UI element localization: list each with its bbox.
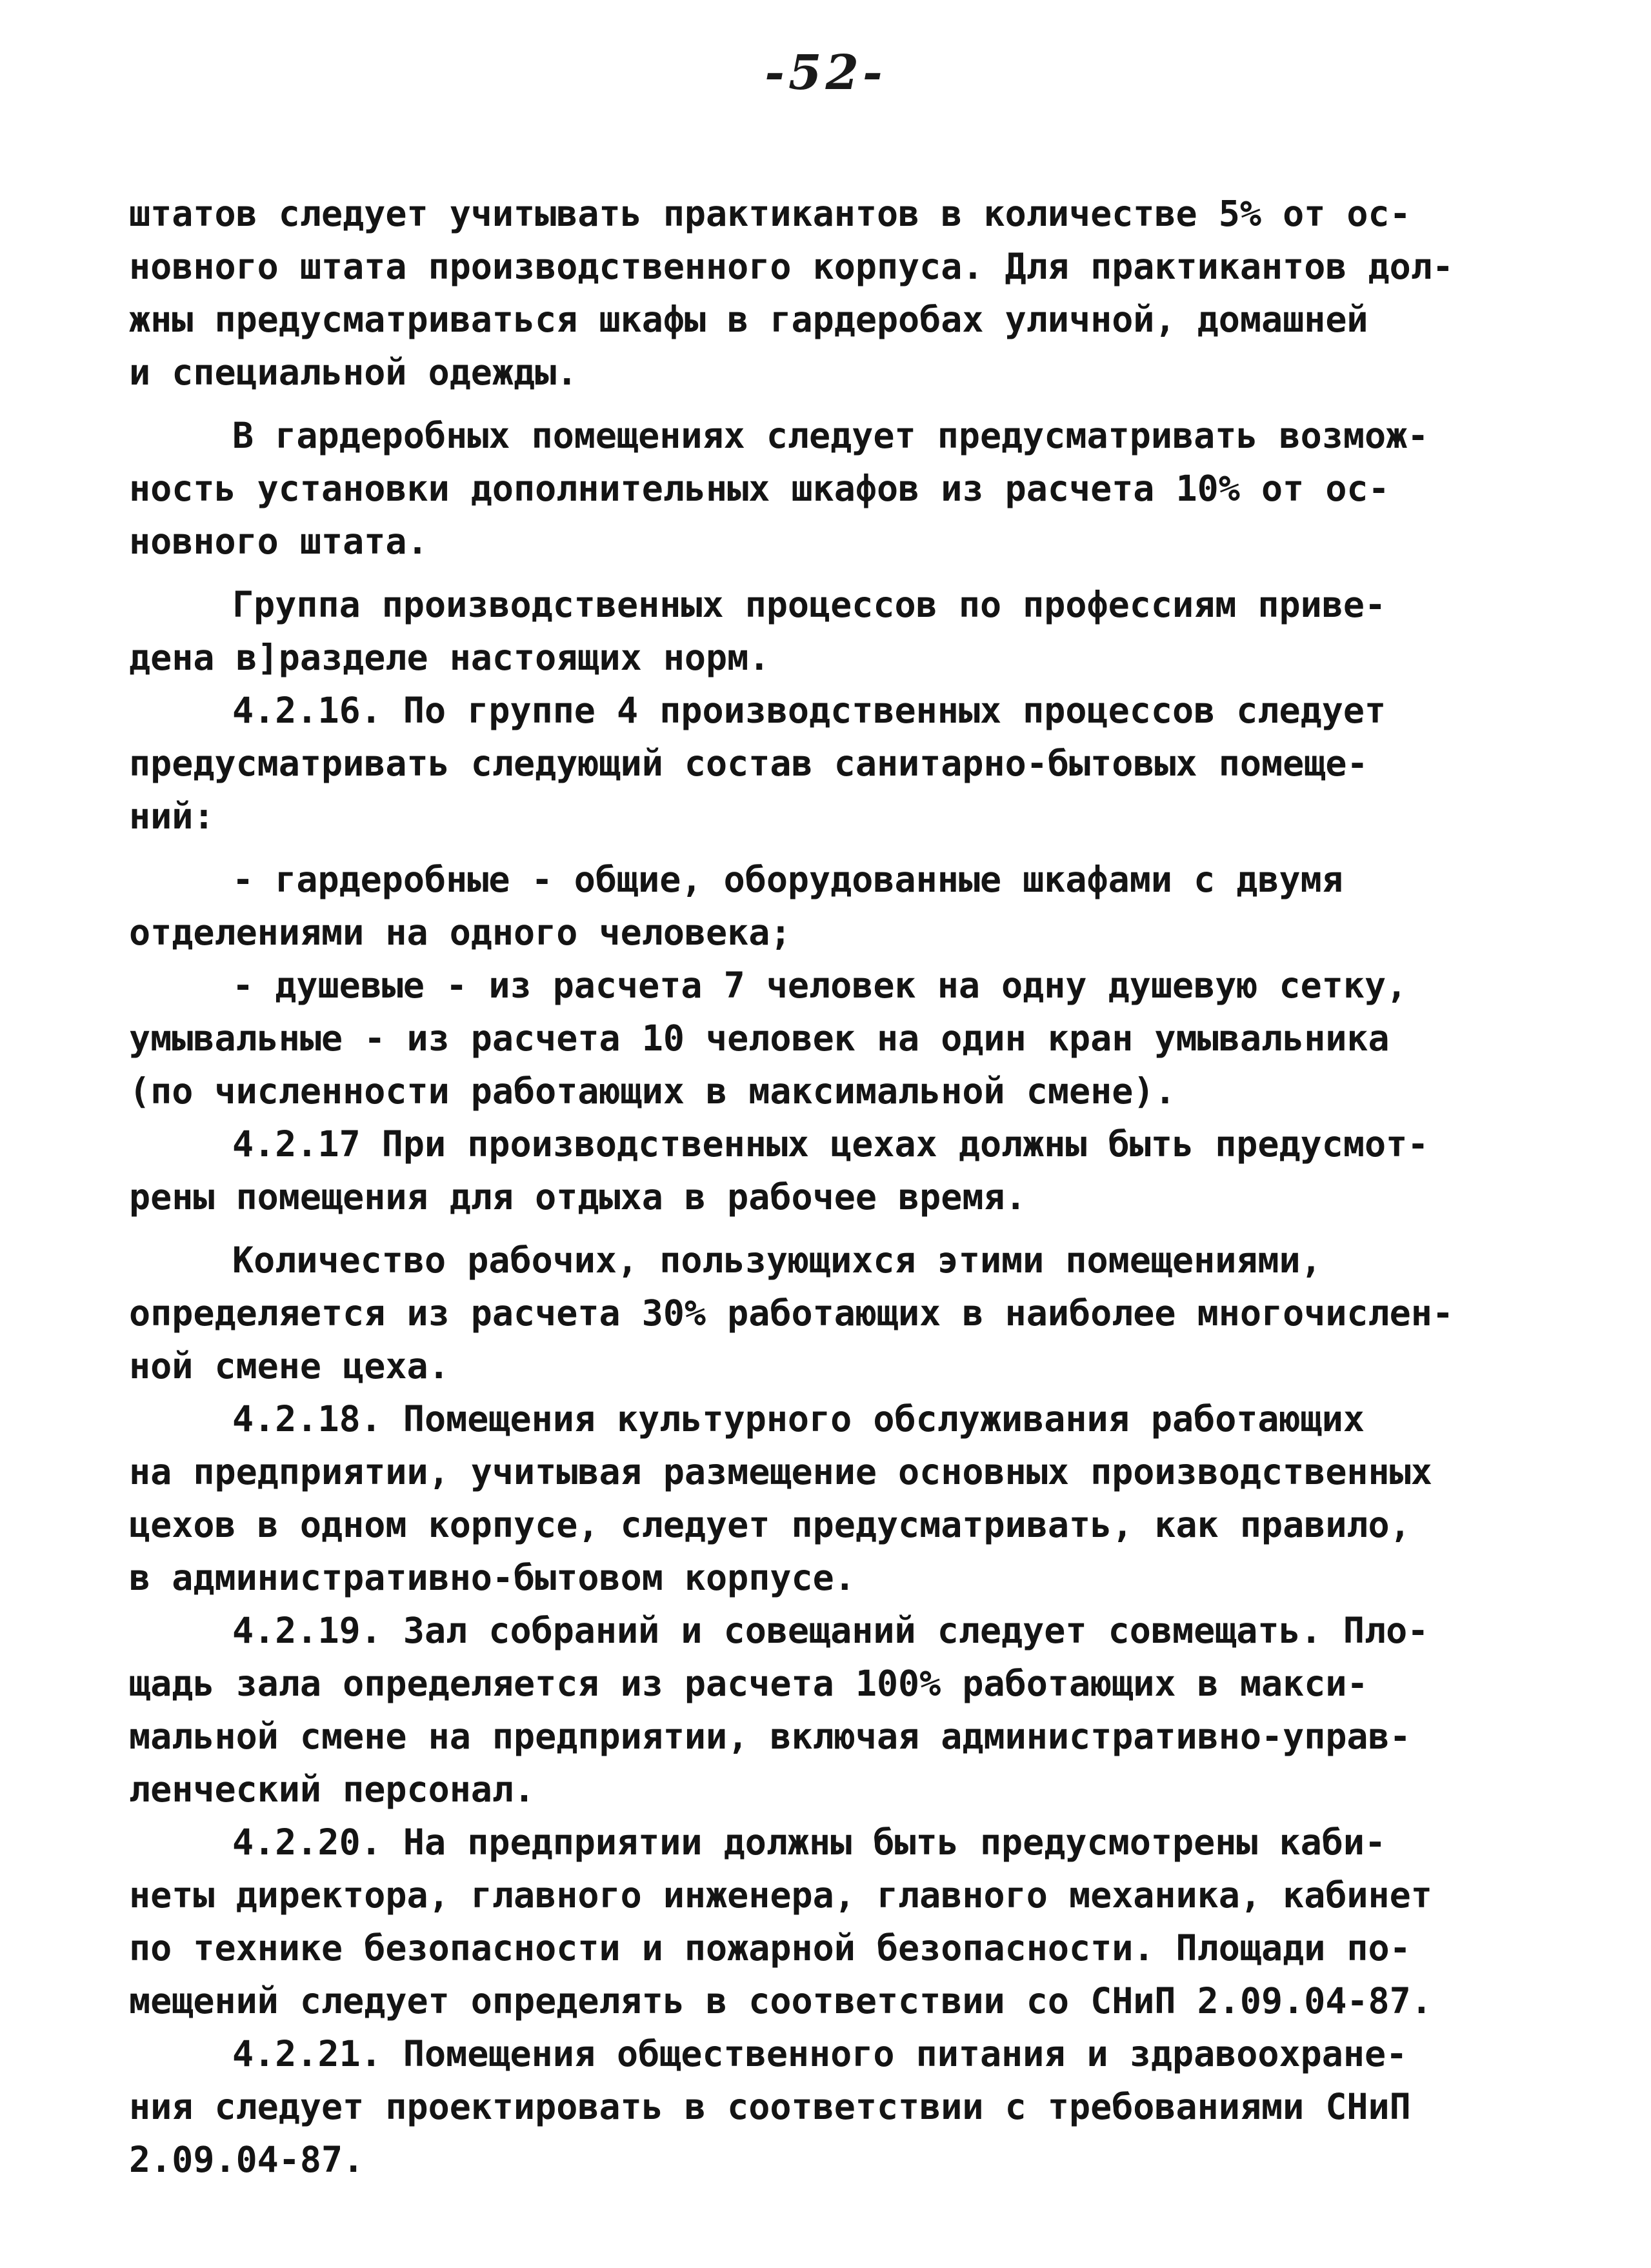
clause-4-2-21: 4.2.21. Помещения общественного питания и здравоохране-	[232, 2033, 1408, 2074]
clause-4-2-20: 4.2.20. На предприятии должны быть предусмотрены каби-	[232, 1821, 1386, 1863]
text-line: жны предусматриваться шкафы в гардеробах уличной, домашней	[129, 299, 1368, 340]
text-line: дена в]разделе настоящих норм.	[129, 637, 770, 678]
text-line: отделениями на одного человека;	[129, 912, 792, 953]
text-line: новного штата.	[129, 521, 428, 562]
clause-4-2-17: 4.2.17 При производственных цехах должны быть предусмот-	[232, 1123, 1429, 1165]
text-line: мещений следует определять в соответствии со СНиП 2.09.04-87.	[129, 1980, 1432, 2022]
paragraph-start: Группа производственных процессов по профессиям приве-	[232, 584, 1386, 625]
text-line: щадь зала определяется из расчета 100% работающих в макси-	[129, 1663, 1368, 1704]
text-line: (по численности работающих в максимальной смене).	[129, 1070, 1176, 1112]
text-line: 2.09.04-87.	[129, 2139, 365, 2180]
text-line: умывальные - из расчета 10 человек на один кран умывальника	[129, 1018, 1390, 1059]
text-line: ния следует проектировать в соответствии с требованиями СНиП	[129, 2086, 1411, 2127]
text-line: ность установки дополнительных шкафов из расчета 10% от ос-	[129, 468, 1390, 509]
page-number: -52-	[765, 45, 886, 101]
text-line: в административно-бытовом корпусе.	[129, 1557, 856, 1598]
text-line: предусматривать следующий состав санитарно-бытовых помеще-	[129, 743, 1368, 784]
text-line: и специальной одежды.	[129, 352, 578, 393]
list-item-wardrobes: - гардеробные - общие, оборудованные шкафами с двумя	[232, 859, 1343, 900]
paragraph-start: В гардеробных помещениях следует предусматривать возмож-	[232, 415, 1429, 456]
body-text	[129, 187, 1454, 2186]
text-line: ленческий персонал.	[129, 1769, 535, 1810]
text-line: по технике безопасности и пожарной безопасности. Площади по-	[129, 1927, 1411, 1969]
clause-4-2-19: 4.2.19. Зал собраний и совещаний следует совмещать. Пло-	[232, 1610, 1429, 1651]
text-line: новного штата производственного корпуса. Для практикантов дол-	[129, 246, 1454, 287]
text-line: на предприятии, учитывая размещение основных производственных	[129, 1451, 1432, 1492]
text-line: штатов следует учитывать практикантов в количестве 5% от ос-	[129, 193, 1411, 234]
text-line: ной смене цеха.	[129, 1345, 450, 1387]
clause-4-2-16: 4.2.16. По группе 4 производственных процессов следует	[232, 690, 1386, 731]
text-line: неты директора, главного инженера, главного механика, кабинет	[129, 1874, 1432, 1916]
clause-4-2-18: 4.2.18. Помещения культурного обслуживания работающих	[232, 1398, 1365, 1440]
text-line: определяется из расчета 30% работающих в наиболее многочислен-	[129, 1292, 1454, 1334]
text-line: цехов в одном корпусе, следует предусматривать, как правило,	[129, 1504, 1411, 1545]
text-line: ний:	[129, 796, 215, 837]
paragraph-start: Количество рабочих, пользующихся этими помещениями,	[232, 1239, 1322, 1281]
list-item-showers: - душевые - из расчета 7 человек на одну душевую сетку,	[232, 965, 1408, 1006]
text-line: мальной смене на предприятии, включая административно-управ-	[129, 1716, 1411, 1757]
text-line: рены помещения для отдыха в рабочее время.	[129, 1176, 1026, 1218]
